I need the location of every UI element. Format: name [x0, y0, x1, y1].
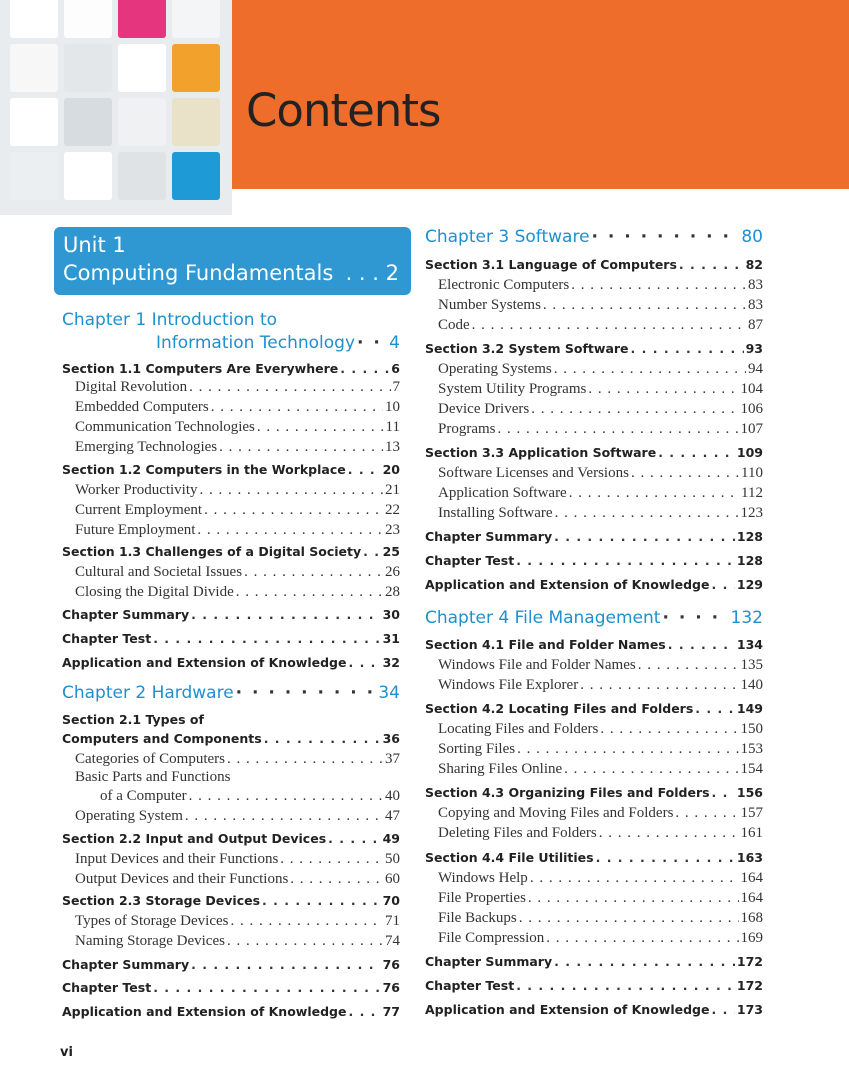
toc-subentry — [438, 381, 763, 401]
chapter-4-heading: Chapter 4 File Management · · · 132 — [425, 608, 763, 632]
entry-title: Chapter Test — [62, 631, 152, 646]
entry-page: 128 — [736, 553, 763, 568]
entry-title: Section 1.1 Computers Are Everywhere — [62, 361, 339, 376]
entry-title: Section 1.3 Challenges of a Digital Society — [62, 544, 362, 559]
entry-title: Section 3.1 Language of Computers — [425, 257, 677, 272]
entry-title: Chapter Test — [62, 980, 152, 995]
toc-subentry — [75, 808, 400, 828]
unit-title: Computing Fundamentals — [63, 261, 334, 285]
chapter-1-heading-line2: Information Technology · · · 4 — [156, 333, 400, 357]
entry-page: 32 — [382, 655, 400, 670]
entry-page: 11 — [385, 419, 400, 435]
entry-page: 7 — [392, 379, 400, 395]
toc-section-entry — [425, 637, 763, 657]
unit-page: . . . 2 — [345, 261, 399, 285]
entry-title: File Properties — [438, 890, 526, 906]
entry-title: Operating System — [75, 808, 183, 824]
chapter-3-heading: Chapter 3 Software · · · 80 — [425, 227, 763, 251]
toc-section-entry — [425, 850, 763, 870]
entry-title: Section 2.2 Input and Output Devices — [62, 831, 327, 846]
entry-title: Sharing Files Online — [438, 761, 563, 777]
entry-page: 82 — [745, 257, 763, 272]
entry-title: File Compression — [438, 930, 545, 946]
entry-page: 164 — [740, 870, 763, 886]
entry-title: Section 3.3 Application Software — [425, 445, 657, 460]
toc-subentry — [75, 913, 400, 933]
entry-title: Operating Systems — [438, 361, 552, 377]
toc-subentry — [438, 677, 763, 697]
entry-page: 22 — [385, 502, 400, 518]
entry-page: 21 — [385, 482, 400, 498]
entry-page: 154 — [740, 761, 763, 777]
entry-page: 60 — [385, 871, 400, 887]
toc-subentry — [438, 465, 763, 485]
toc-subentry — [75, 769, 400, 789]
entry-title: Installing Software — [438, 505, 553, 521]
toc-section-entry — [62, 462, 400, 482]
toc-subentry — [438, 870, 763, 890]
entry-title: Section 2.3 Storage Devices — [62, 893, 261, 908]
entry-page: 150 — [740, 721, 763, 737]
toc-subentry — [438, 930, 763, 950]
toc-section-entry — [425, 701, 763, 721]
toc-subentry — [75, 584, 400, 604]
entry-page: 40 — [385, 788, 400, 804]
entry-title: Section 4.4 File Utilities — [425, 850, 594, 865]
toc-subentry — [438, 761, 763, 781]
entry-page: 156 — [736, 785, 763, 800]
entry-page: 71 — [385, 913, 400, 929]
toc-subentry — [75, 933, 400, 953]
toc-section-entry — [425, 978, 763, 998]
toc-subentry — [438, 721, 763, 741]
entry-title: Application and Extension of Knowledge — [425, 577, 710, 592]
entry-page: 49 — [382, 831, 400, 846]
toc-section-entry — [425, 954, 763, 974]
entry-title: Closing the Digital Divide — [75, 584, 234, 600]
entry-title: Locating Files and Folders — [438, 721, 599, 737]
entry-page: 106 — [740, 401, 763, 417]
entry-page: 31 — [382, 631, 400, 646]
toc-section-entry — [62, 731, 400, 751]
entry-title: Communication Technologies — [75, 419, 255, 435]
entry-page: 107 — [740, 421, 763, 437]
entry-title: Programs — [438, 421, 496, 437]
entry-title: Copying and Moving Files and Folders — [438, 805, 674, 821]
entry-page: 112 — [741, 485, 763, 501]
entry-title: Chapter Summary — [62, 607, 190, 622]
toc-subentry — [75, 851, 400, 871]
toc-subentry — [75, 379, 400, 399]
entry-title: Electronic Computers — [438, 277, 570, 293]
page-number: vi — [60, 1045, 73, 1060]
entry-title: Naming Storage Devices — [75, 933, 225, 949]
entry-page: 168 — [740, 910, 763, 926]
toc-subentry — [438, 890, 763, 910]
toc-subentry — [75, 419, 400, 439]
toc-subentry — [438, 741, 763, 761]
toc-subentry — [438, 657, 763, 677]
toc-section-entry — [425, 257, 763, 277]
entry-page: 25 — [382, 544, 400, 559]
toc-subentry — [438, 401, 763, 421]
entry-title: Chapter Test — [425, 553, 515, 568]
toc-subentry — [438, 505, 763, 525]
entry-page: 134 — [736, 637, 763, 652]
toc-subentry — [438, 277, 763, 297]
entry-title: Types of Storage Devices — [75, 913, 229, 929]
entry-title: Section 4.2 Locating Files and Folders — [425, 701, 694, 716]
entry-page: 77 — [382, 1004, 400, 1019]
toc-subentry — [75, 482, 400, 502]
entry-page: 93 — [745, 341, 763, 356]
entry-title: File Backups — [438, 910, 517, 926]
entry-title: Chapter Summary — [62, 957, 190, 972]
entry-page: 83 — [748, 277, 763, 293]
entry-title: Windows Help — [438, 870, 528, 886]
entry-page: 123 — [740, 505, 763, 521]
entry-page: 76 — [382, 957, 400, 972]
entry-page: 36 — [382, 731, 400, 746]
chapter-1-heading-line1: Chapter 1 Introduction to — [62, 310, 278, 330]
entry-title: Chapter Summary — [425, 529, 553, 544]
entry-title: Embedded Computers — [75, 399, 209, 415]
entry-title: Deleting Files and Folders — [438, 825, 597, 841]
entry-title: Emerging Technologies — [75, 439, 218, 455]
toc-subentry — [75, 564, 400, 584]
entry-title: Input Devices and their Functions — [75, 851, 279, 867]
toc-section-entry — [425, 785, 763, 805]
section-2-1-line1: Section 2.1 Types of — [62, 712, 204, 727]
entry-page: 47 — [385, 808, 400, 824]
toc-subentry — [438, 805, 763, 825]
unit-header — [54, 227, 411, 295]
toc-section-entry — [62, 361, 400, 381]
entry-title: Computers and Components — [62, 731, 262, 746]
entry-title: Chapter Test — [425, 978, 515, 993]
entry-title: Section 3.2 System Software — [425, 341, 629, 356]
entry-page: 109 — [736, 445, 763, 460]
entry-title: Cultural and Societal Issues — [75, 564, 243, 580]
entry-title: Application and Extension of Knowledge — [62, 1004, 347, 1019]
toc-section-entry — [62, 831, 400, 851]
toc-subentry — [100, 788, 400, 808]
toc-subentry — [438, 297, 763, 317]
toc-subentry — [75, 439, 400, 459]
entry-page: 13 — [385, 439, 400, 455]
entry-page: 37 — [385, 751, 400, 767]
entry-title: Windows File Explorer — [438, 677, 579, 693]
entry-page: 140 — [740, 677, 763, 693]
entry-page: 173 — [736, 1002, 763, 1017]
entry-page: 50 — [385, 851, 400, 867]
decorative-tiles-image — [0, 0, 232, 215]
entry-page: 30 — [382, 607, 400, 622]
toc-subentry — [75, 399, 400, 419]
entry-page: 161 — [740, 825, 763, 841]
toc-subentry — [438, 485, 763, 505]
toc-section-entry — [62, 893, 400, 913]
entry-page: 153 — [740, 741, 763, 757]
entry-title: Sorting Files — [438, 741, 516, 757]
entry-page: 94 — [748, 361, 763, 377]
entry-title: Basic Parts and Functions — [75, 769, 231, 785]
toc-section-entry — [62, 957, 400, 977]
entry-page: 70 — [382, 893, 400, 908]
toc-section-entry — [425, 1002, 763, 1022]
entry-page: 110 — [741, 465, 763, 481]
entry-title: Current Employment — [75, 502, 203, 518]
entry-page: 26 — [385, 564, 400, 580]
entry-title: Section 4.1 File and Folder Names — [425, 637, 666, 652]
toc-section-entry — [425, 553, 763, 573]
page-title: Contents — [246, 84, 441, 137]
entry-title: Chapter Summary — [425, 954, 553, 969]
entry-page: 28 — [385, 584, 400, 600]
entry-title: Categories of Computers — [75, 751, 225, 767]
entry-page: 149 — [736, 701, 763, 716]
entry-page: 20 — [382, 462, 400, 477]
toc-subentry — [438, 825, 763, 845]
toc-section-entry — [425, 445, 763, 465]
entry-title: Code — [438, 317, 470, 333]
entry-title: Digital Revolution — [75, 379, 188, 395]
toc-subentry — [75, 522, 400, 542]
entry-title: Device Drivers — [438, 401, 530, 417]
entry-title: Section 4.3 Organizing Files and Folders — [425, 785, 710, 800]
entry-page: 135 — [740, 657, 763, 673]
entry-title: Application Software — [438, 485, 567, 501]
toc-subentry — [438, 317, 763, 337]
toc-subentry — [75, 871, 400, 891]
toc-section-entry — [425, 577, 763, 597]
entry-page: 104 — [740, 381, 763, 397]
entry-title: System Utility Programs — [438, 381, 587, 397]
entry-title: Worker Productivity — [75, 482, 198, 498]
entry-page: 10 — [385, 399, 400, 415]
toc-section-entry — [62, 607, 400, 627]
toc-subentry — [438, 910, 763, 930]
toc-section-entry — [425, 341, 763, 361]
entry-page: 23 — [385, 522, 400, 538]
toc-section-entry — [62, 631, 400, 651]
entry-page: 163 — [736, 850, 763, 865]
unit-label: Unit 1 — [63, 233, 126, 257]
toc-section-entry — [62, 980, 400, 1000]
entry-title: Number Systems — [438, 297, 541, 313]
entry-page: 157 — [740, 805, 763, 821]
entry-title: Output Devices and their Functions — [75, 871, 289, 887]
entry-page: 87 — [748, 317, 763, 333]
entry-page: 6 — [391, 361, 400, 376]
entry-page: 83 — [748, 297, 763, 313]
entry-page: 128 — [736, 529, 763, 544]
entry-page: 172 — [736, 978, 763, 993]
toc-section-entry — [425, 529, 763, 549]
entry-page: 169 — [740, 930, 763, 946]
toc-subentry — [438, 421, 763, 441]
entry-page: 129 — [736, 577, 763, 592]
entry-title: of a Computer — [100, 788, 187, 804]
toc-section-entry — [62, 1004, 400, 1024]
entry-title: Future Employment — [75, 522, 196, 538]
toc-section-entry — [62, 544, 400, 564]
entry-page: 164 — [740, 890, 763, 906]
entry-page: 74 — [385, 933, 400, 949]
entry-title: Software Licenses and Versions — [438, 465, 629, 481]
chapter-2-heading: Chapter 2 Hardware · · · 34 — [62, 683, 400, 707]
entry-page: 76 — [382, 980, 400, 995]
entry-title: Section 1.2 Computers in the Workplace — [62, 462, 346, 477]
toc-subentry — [438, 361, 763, 381]
entry-page: 172 — [736, 954, 763, 969]
toc-subentry — [75, 502, 400, 522]
toc-section-entry — [62, 655, 400, 675]
entry-title: Application and Extension of Knowledge — [62, 655, 347, 670]
toc-subentry — [75, 751, 400, 771]
entry-title: Windows File and Folder Names — [438, 657, 636, 673]
entry-title: Application and Extension of Knowledge — [425, 1002, 710, 1017]
